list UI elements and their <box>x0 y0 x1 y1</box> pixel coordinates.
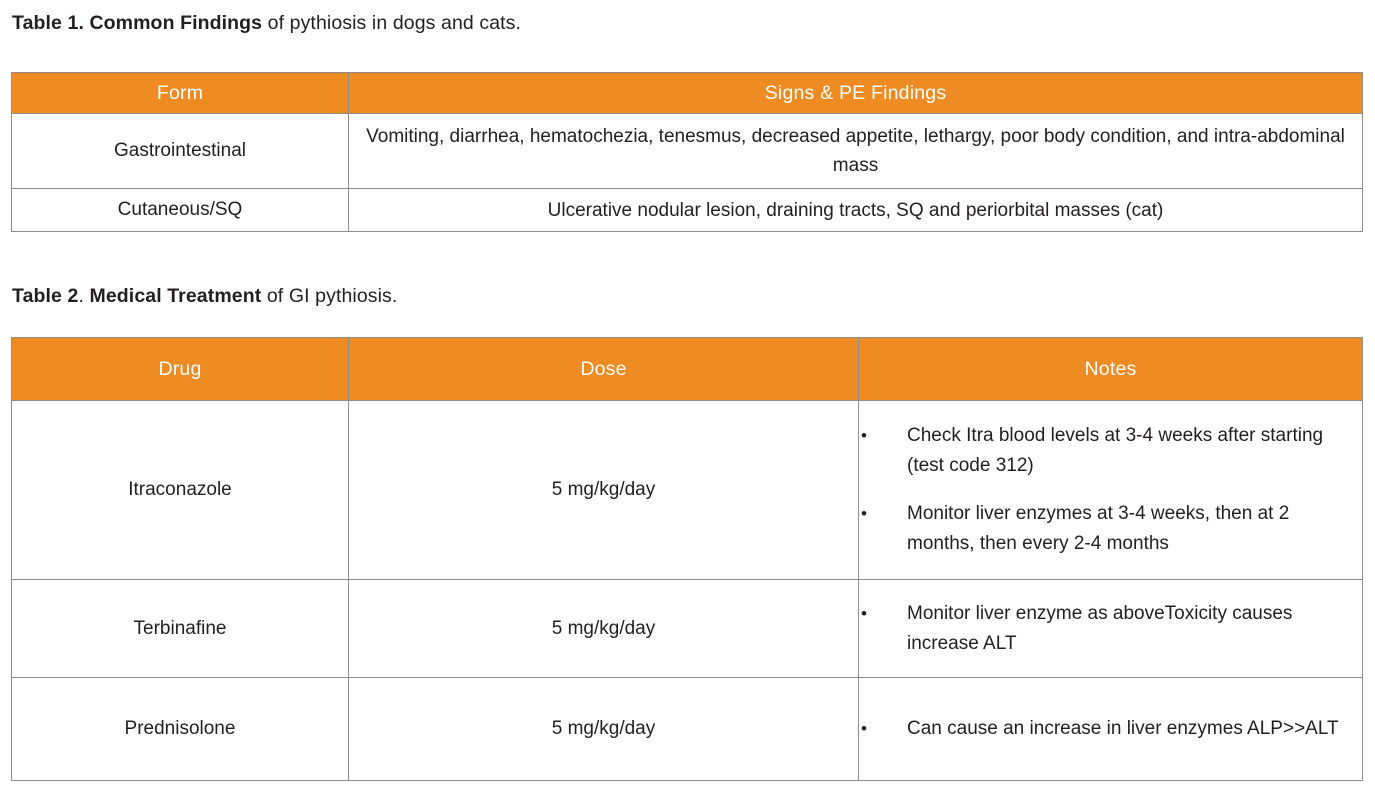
table-row <box>12 189 1363 232</box>
note-text: Can cause an increase in liver enzymes ALP>>ALT <box>907 718 1339 739</box>
table-1-cell-signs-cutaneous: Ulcerative nodular lesion, draining tracts, SQ and periorbital masses (cat) <box>349 189 1363 232</box>
bullet-icon: • <box>861 719 867 738</box>
table-2-cell-drug-itraconazole: Itraconazole <box>12 401 349 580</box>
table-2-cell-drug-terbinafine: Terbinafine <box>12 580 349 678</box>
table-2-caption <box>12 284 397 308</box>
table-common-findings <box>11 72 1363 232</box>
note-text: Monitor liver enzymes at 3-4 weeks, then at 2 months, then every 2-4 months <box>907 503 1290 554</box>
table-1-header-row <box>12 73 1363 114</box>
table-2-header-row <box>12 338 1363 401</box>
table-1-cell-form-cutaneous: Cutaneous/SQ <box>12 189 349 232</box>
table-2-caption-rest: of GI pythiosis. <box>261 285 398 307</box>
table-2-column-header-notes: Notes <box>859 338 1363 401</box>
list-item <box>859 499 1362 559</box>
table-1-column-header-signs: Signs & PE Findings <box>349 73 1363 114</box>
table-2-cell-dose-prednisolone: 5 mg/kg/day <box>349 678 859 781</box>
bullet-icon: • <box>861 603 867 623</box>
table-1-caption-bold: Table 1. Common Findings <box>12 12 263 34</box>
list-item <box>859 714 1362 744</box>
note-text: Check Itra blood levels at 3-4 weeks after starting (test code 312) <box>907 425 1324 476</box>
table-2-cell-notes-terbinafine <box>859 580 1363 678</box>
table-1-caption <box>12 11 521 35</box>
bullet-icon: • <box>861 504 867 523</box>
table-row <box>12 401 1363 580</box>
table-2-cell-notes-itraconazole <box>859 401 1363 580</box>
table-2-cell-dose-itraconazole: 5 mg/kg/day <box>349 401 859 580</box>
table-2-caption-mid: . <box>78 285 90 307</box>
note-text: Monitor liver enzyme as aboveToxicity causes increase ALT <box>907 602 1293 654</box>
table-2-column-header-drug: Drug <box>12 338 349 401</box>
table-medical-treatment <box>11 337 1363 781</box>
table-1-column-header-form: Form <box>12 73 349 114</box>
table-2-cell-notes-prednisolone <box>859 678 1363 781</box>
table-2-cell-dose-terbinafine: 5 mg/kg/day <box>349 580 859 678</box>
table-1-cell-signs-gastrointestinal: Vomiting, diarrhea, hematochezia, tenesmus, decreased appetite, lethargy, poor body condition, and intra-abdominal mass <box>349 114 1363 189</box>
table-row <box>12 580 1363 678</box>
table-2-column-header-dose: Dose <box>349 338 859 401</box>
list-item <box>859 421 1362 481</box>
table-1-cell-form-gastrointestinal: Gastrointestinal <box>12 114 349 189</box>
table-row <box>12 678 1363 781</box>
table-1-caption-rest: of pythiosis in dogs and cats. <box>262 12 522 34</box>
list-item <box>859 599 1362 659</box>
table-2-caption-bold-b: Medical Treatment <box>89 285 262 307</box>
bullet-icon: • <box>861 426 867 445</box>
table-2-caption-bold-a: Table 2 <box>12 285 79 307</box>
table-2-cell-drug-prednisolone: Prednisolone <box>12 678 349 781</box>
table-row <box>12 114 1363 189</box>
